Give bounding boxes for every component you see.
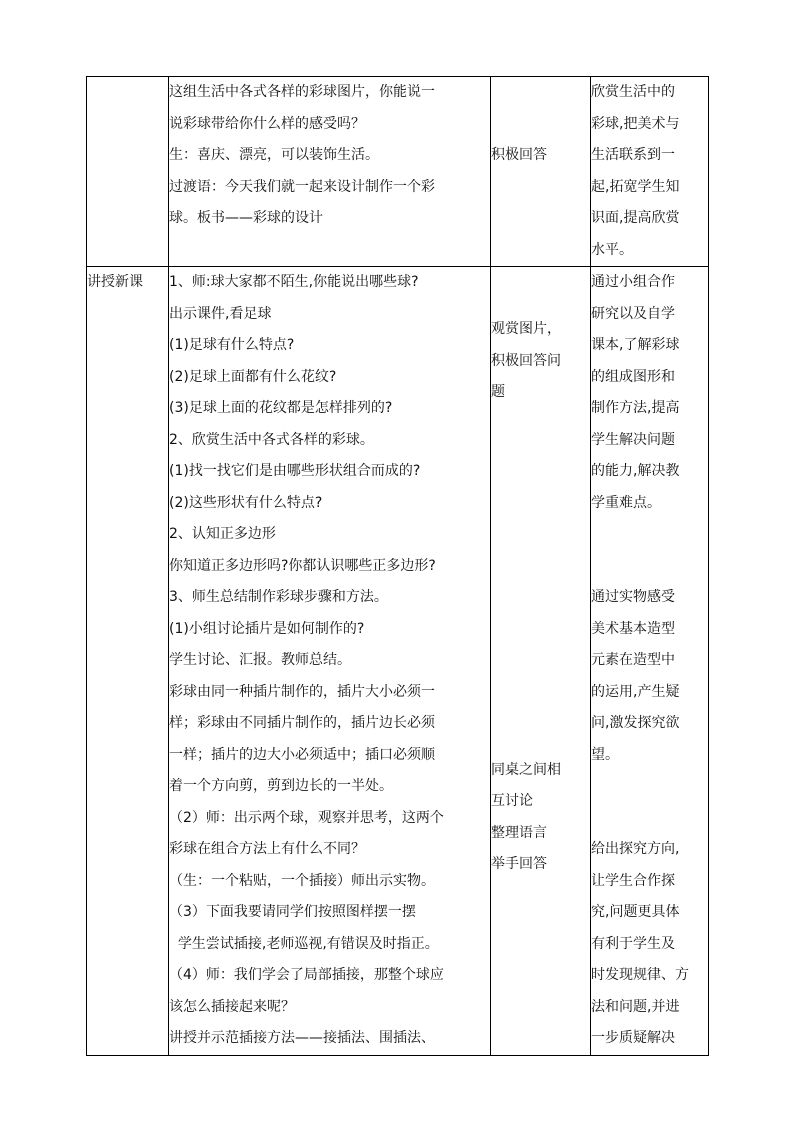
intent-line: 元素在造型中 — [591, 652, 675, 668]
intent-line: 究,问题更具体 — [591, 904, 680, 920]
student-activity-line: 题 — [491, 384, 505, 400]
content-line: （生：一个粘贴，一个插接）师出示实物。 — [169, 872, 435, 889]
content-line: (2)这些形状有什么特点? — [169, 494, 323, 511]
intent-line: 学重难点。 — [591, 494, 661, 511]
intent-line: 学生解决问题 — [591, 431, 675, 448]
content-line: 生：喜庆、漂亮，可以装饰生活。 — [169, 147, 379, 163]
content-line: 2、欣赏生活中各式各样的彩球。 — [169, 431, 374, 448]
content-line: 2、认知正多边形 — [169, 526, 276, 542]
design-intent-cell — [591, 267, 709, 1056]
content-line: 该怎么插接起来呢？ — [169, 998, 295, 1015]
intent-line: 欣赏生活中的 — [591, 84, 675, 100]
intent-line: 研究以及自学 — [591, 305, 675, 322]
intent-line: 通过实物感受 — [591, 589, 675, 605]
student-activity-line: 互讨论 — [491, 793, 533, 809]
intent-line: 课本,了解彩球 — [591, 337, 680, 353]
student-activity-line: 积极回答问 — [491, 352, 561, 369]
intent-line: 通过小组合作 — [591, 274, 675, 290]
intent-line: 美术基本造型 — [591, 620, 675, 637]
intent-line: 一步质疑解决 — [591, 1030, 675, 1046]
student-activity-line: 观赏图片， — [491, 321, 561, 337]
student-activity-line: 积极回答 — [491, 147, 547, 163]
table-row — [87, 77, 709, 267]
content-line: 彩球由同一种插片制作的，插片大小必须一 — [169, 683, 435, 700]
student-activity-line: 整理语言 — [491, 824, 547, 841]
content-line: 样；彩球由不同插片制作的，插片边长必须 — [169, 715, 435, 731]
content-line: （2）师：出示两个球，观察并思考，这两个 — [169, 809, 444, 826]
content-line: (1)找一找它们是由哪些形状组合而成的? — [169, 463, 421, 479]
intent-line: 望。 — [591, 746, 619, 763]
content-line: （4）师：我们学会了局部插接，那整个球应 — [169, 967, 444, 983]
content-line: 出示课件,看足球 — [169, 305, 272, 322]
content-line: 说彩球带给你什么样的感受吗？ — [169, 115, 365, 132]
intent-line: 制作方法,提高 — [591, 400, 680, 416]
content-line: 这组生活中各式各样的彩球图片，你能说一 — [169, 84, 435, 100]
content-line: （3）下面我要请同学们按照图样摆一摆 — [169, 904, 416, 920]
student-activity-cell — [491, 267, 591, 1056]
design-intent-cell — [591, 77, 709, 267]
intent-line: 生活联系到一 — [591, 147, 675, 163]
intent-line: 起,拓宽学生知 — [591, 178, 680, 195]
intent-line: 问,激发探究欲 — [591, 715, 680, 731]
intent-line: 彩球,把美术与 — [591, 115, 680, 132]
content-line: 学生尝试插接,老师巡视,有错误及时指正。 — [169, 935, 439, 952]
intent-line: 法和问题,并进 — [591, 998, 680, 1015]
stage-label: 讲授新课 — [87, 274, 143, 290]
student-activity-line: 同桌之间相 — [491, 761, 561, 778]
table-row — [87, 267, 709, 1056]
intent-line: 时发现规律、方 — [591, 967, 689, 983]
content-line: (3)足球上面的花纹都是怎样排列的? — [169, 400, 393, 416]
content-line: 彩球在组合方法上有什么不同？ — [169, 841, 365, 857]
intent-line: 让学生合作探 — [591, 872, 675, 889]
content-cell — [169, 77, 491, 267]
student-activity-cell — [491, 77, 591, 267]
content-line: 着一个方向剪，剪到边长的一半处。 — [169, 778, 393, 794]
intent-line: 的能力,解决教 — [591, 463, 680, 479]
content-line: 一样；插片的边大小必须适中；插口必须顺 — [169, 746, 435, 763]
content-line: 你知道正多边形吗?你都认识哪些正多边形? — [169, 557, 436, 574]
intent-line: 的运用,产生疑 — [591, 683, 680, 700]
student-activity-line: 举手回答 — [491, 856, 547, 872]
content-line: 3、师生总结制作彩球步骤和方法。 — [169, 589, 388, 605]
content-line: 1、师:球大家都不陌生,你能说出哪些球? — [169, 274, 419, 290]
intent-line: 给出探究方向, — [591, 841, 680, 857]
content-line: (1)小组讨论插片是如何制作的? — [169, 620, 365, 637]
content-line: (2)足球上面都有什么花纹? — [169, 368, 337, 385]
intent-line: 水平。 — [591, 241, 633, 258]
intent-line: 有利于学生及 — [591, 935, 675, 952]
intent-line: 的组成图形和 — [591, 368, 675, 385]
content-line: 球。板书——彩球的设计 — [169, 210, 323, 226]
content-line: (1)足球有什么特点? — [169, 337, 295, 353]
content-line: 过渡语：今天我们就一起来设计制作一个彩 — [169, 178, 435, 195]
intent-line: 识面,提高欣赏 — [591, 210, 680, 226]
content-line: 学生讨论、汇报。教师总结。 — [169, 652, 351, 668]
content-line: 讲授并示范插接方法——接插法、围插法、 — [169, 1030, 435, 1046]
stage-cell — [87, 267, 169, 1056]
lesson-plan-table — [86, 76, 709, 1056]
stage-cell — [87, 77, 169, 267]
content-cell — [169, 267, 491, 1056]
